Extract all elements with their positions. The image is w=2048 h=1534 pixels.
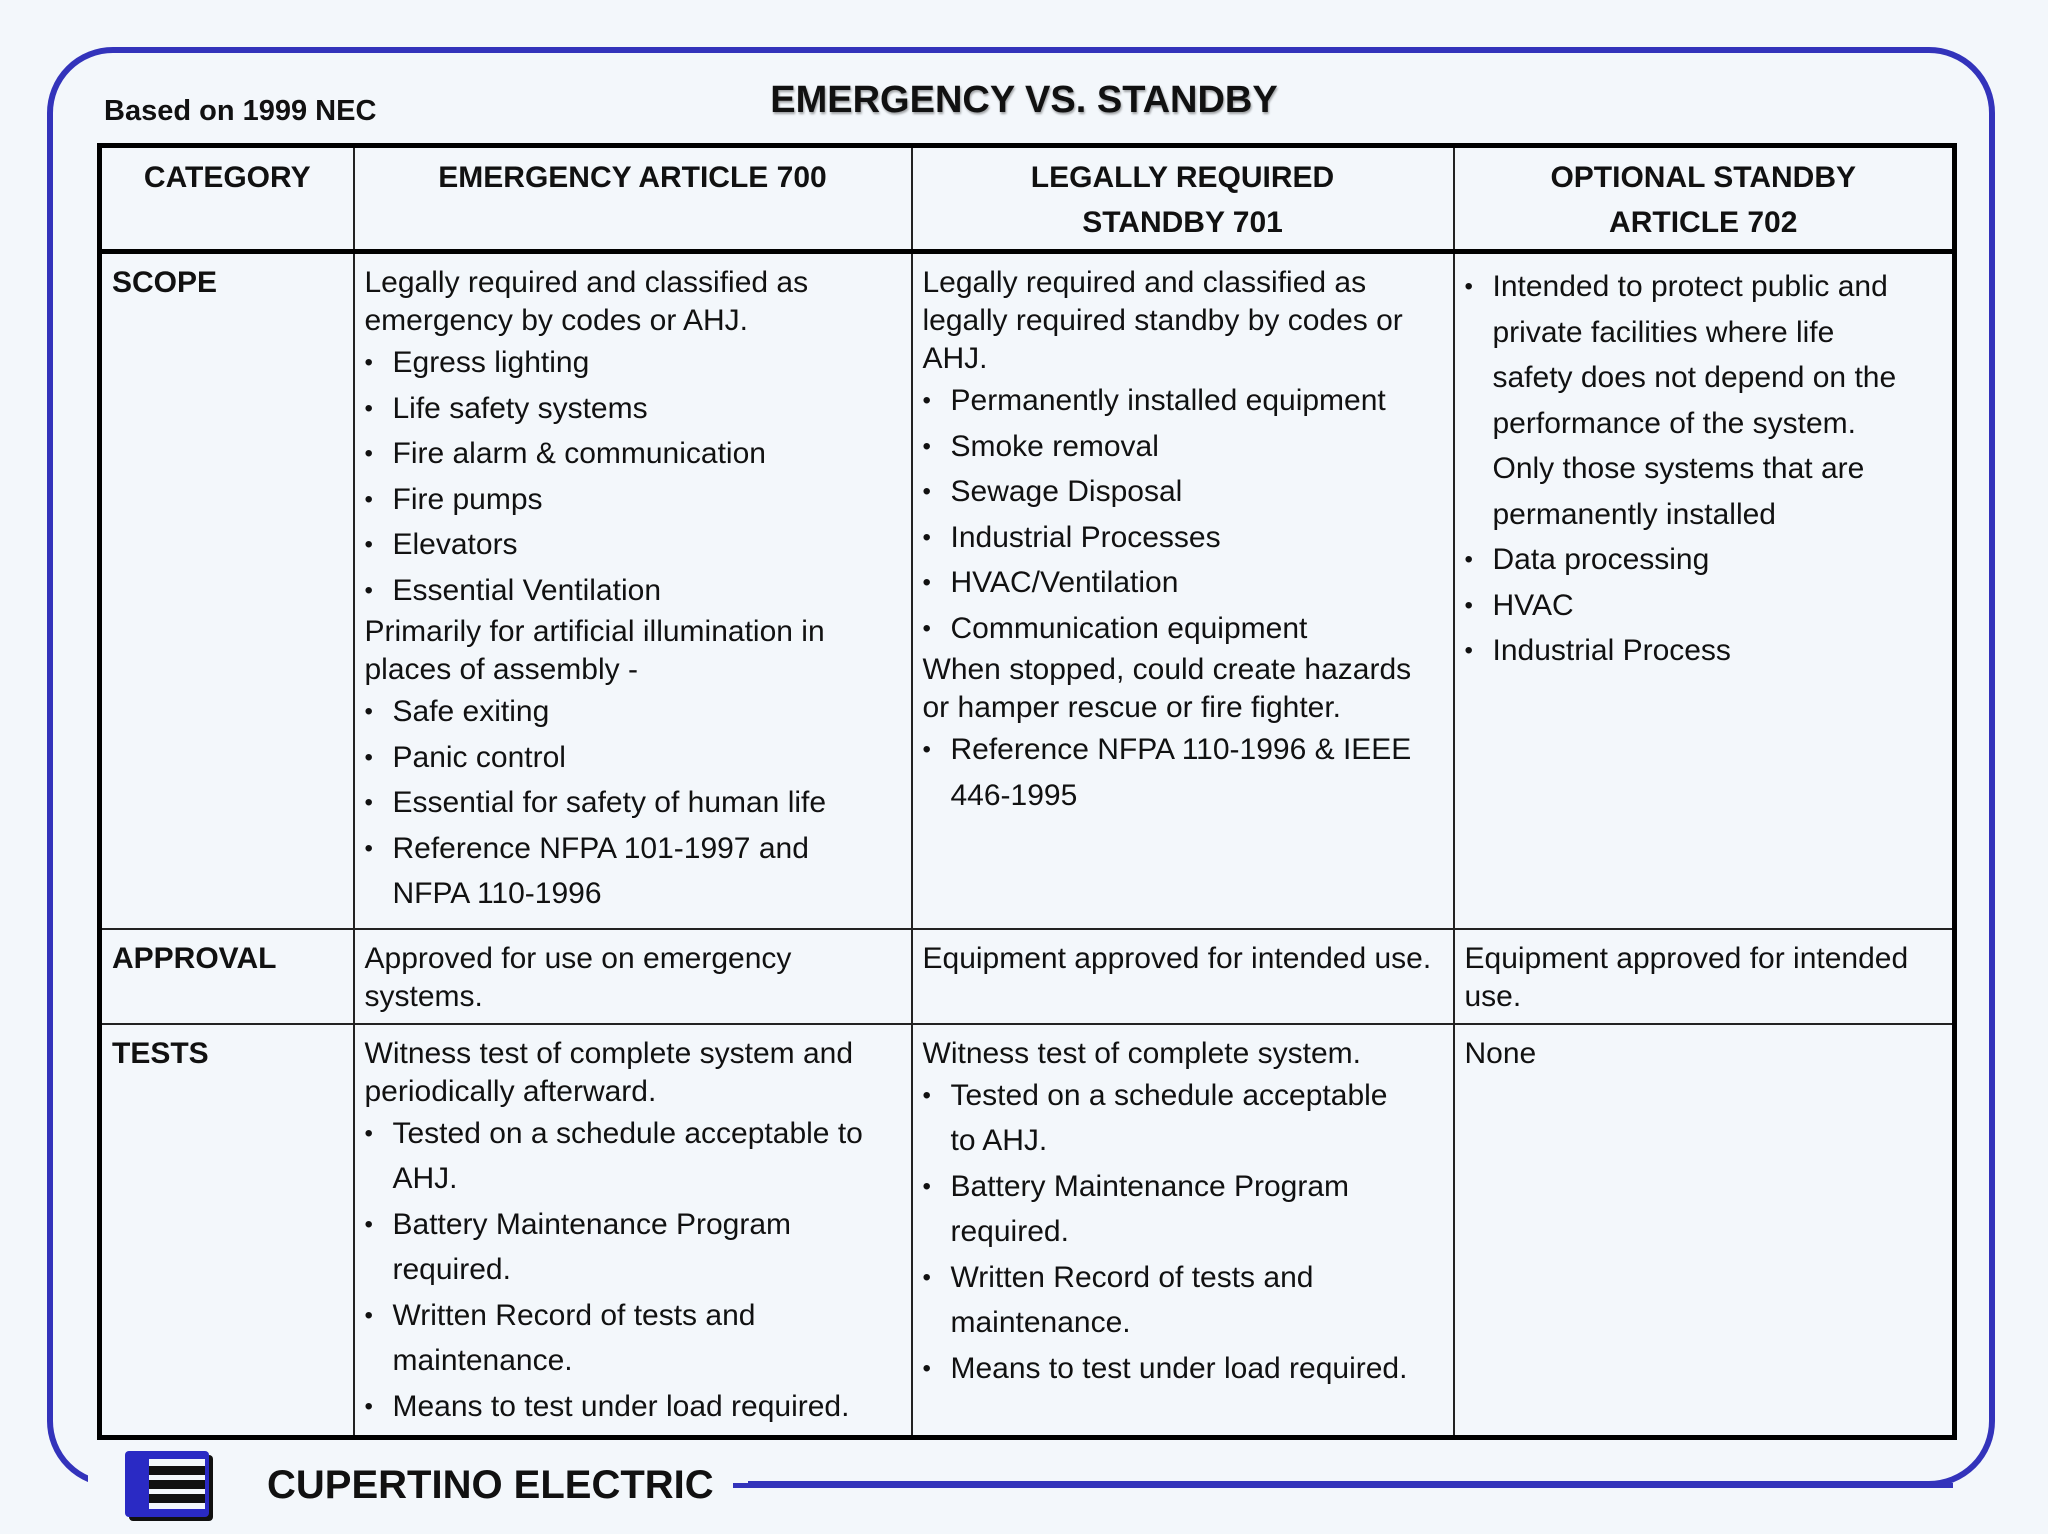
bullet-list [365,1293,901,1339]
list-item: • Essential for safety of human life [365,780,901,826]
nec-edition-note: Based on 1999 NEC [104,95,377,127]
column-header-line: STANDBY 701 [1082,206,1283,239]
list-item: • Industrial Processes [923,515,1443,561]
table-header-row [100,146,1955,252]
bullet-list [923,1255,1443,1301]
column-header-line: ARTICLE 702 [1609,206,1798,239]
list-item: • Tested on a schedule acceptable [923,1073,1443,1119]
list-item: • Fire alarm & communication [365,431,901,477]
list-item: • Reference NFPA 101-1997 and [365,826,901,872]
cell-text: Legally required and classified as emergency by codes or AHJ. [364,266,809,337]
bullet-list [1465,537,1943,674]
list-item: • Essential Ventilation [365,568,901,614]
row-label-scope: SCOPE [100,252,354,929]
bullet-list [365,1202,901,1248]
list-item: • Sewage Disposal [923,469,1443,515]
list-item: • Tested on a schedule acceptable to [365,1111,901,1157]
column-header-line: OPTIONAL STANDBY [1550,161,1857,194]
list-item: • Written Record of tests and [923,1255,1443,1301]
list-item: • Life safety systems [365,386,901,432]
list-item-continuation: required. [950,1215,1069,1248]
bullet-list [365,340,901,613]
list-item: • Fire pumps [365,477,901,523]
cell-text: Witness test of complete system and periodically afterward. [364,1036,854,1108]
bullet-list [923,1164,1443,1210]
list-item-continuation: safety does not depend on the [1492,361,1897,394]
bullet-list [923,727,1443,773]
list-item: • Data processing [1465,537,1943,583]
cell-approval-emergency: Approved for use on emergency systems. [354,929,912,1024]
list-item: • HVAC/Ventilation [923,560,1443,606]
cell-tests-emergency [354,1024,912,1438]
bullet-list [365,1384,901,1430]
cell-text: When stopped, could create hazards or hamper rescue or fire fighter. [922,653,1412,724]
list-item: • Safe exiting [365,689,901,735]
cell-tests-legally-required [912,1024,1454,1438]
list-item: • Communication equipment [923,606,1443,652]
list-item: • Battery Maintenance Program [365,1202,901,1248]
cell-scope-emergency [354,252,912,929]
bullet-list [923,378,1443,651]
list-item: • Intended to protect public and [1465,264,1943,310]
cell-approval-legally-required: Equipment approved for intended use. [912,929,1454,1024]
comparison-table [97,143,1957,1440]
list-item: • Battery Maintenance Program [923,1164,1443,1210]
list-item-continuation: 446-1995 [950,778,1078,812]
table-row-tests [100,1024,1955,1438]
cell-approval-optional-standby: Equipment approved for intended use. [1454,929,1955,1024]
cell-text: Witness test of complete system. [922,1036,1361,1070]
row-label-approval: APPROVAL [100,929,354,1024]
list-item: • Industrial Process [1465,628,1943,674]
cell-text: Primarily for artificial illumination in places of assembly - [364,615,825,686]
column-header-legally-required [912,146,1454,252]
bullet-list [1465,264,1943,310]
bullet-list [365,1111,901,1157]
column-header-line: LEGALLY REQUIRED [1030,161,1335,194]
bullet-list [923,1073,1443,1119]
list-item: • Smoke removal [923,424,1443,470]
list-item: • Panic control [365,735,901,781]
table-row-scope [100,252,1955,929]
list-item-continuation: AHJ. [392,1162,458,1195]
list-item-continuation: maintenance. [950,1306,1131,1339]
cell-text: Legally required and classified as legally required standby by codes or AHJ. [922,266,1403,375]
cell-scope-optional-standby [1454,252,1955,929]
list-item: • Egress lighting [365,340,901,386]
cell-scope-legally-required [912,252,1454,929]
list-item-continuation: required. [392,1253,511,1286]
footer-rule [733,1483,1953,1488]
list-item-continuation: permanently installed [1492,497,1776,531]
list-item-continuation: private facilities where life [1492,315,1835,349]
list-item-continuation: performance of the system. [1492,406,1856,440]
company-name: CUPERTINO ELECTRIC [267,1463,714,1507]
column-header-optional-standby [1454,146,1955,252]
list-item: • Means to test under load required. [923,1346,1443,1392]
ce-logo-icon [123,1449,215,1523]
list-item: • Permanently installed equipment [923,378,1443,424]
list-item: • HVAC [1465,583,1943,629]
bullet-list [923,1346,1443,1392]
list-item: • Reference NFPA 110-1996 & IEEE [923,727,1443,773]
list-item-continuation: maintenance. [392,1344,573,1377]
row-label-tests: TESTS [100,1024,354,1438]
list-item-continuation: Only those systems that are [1492,452,1865,485]
page-title: EMERGENCY VS. STANDBY [770,79,1278,121]
column-header-emergency: EMERGENCY ARTICLE 700 [354,146,912,252]
table-row-approval [100,929,1955,1024]
list-item-continuation: NFPA 110-1996 [392,877,602,910]
list-item-continuation: to AHJ. [950,1124,1048,1157]
list-item: • Means to test under load required. [365,1384,901,1430]
list-item: • Written Record of tests and [365,1293,901,1339]
bullet-list [365,689,901,871]
list-item: • Elevators [365,522,901,568]
column-header-category: CATEGORY [100,146,354,252]
cell-tests-optional-standby: None [1454,1024,1955,1438]
